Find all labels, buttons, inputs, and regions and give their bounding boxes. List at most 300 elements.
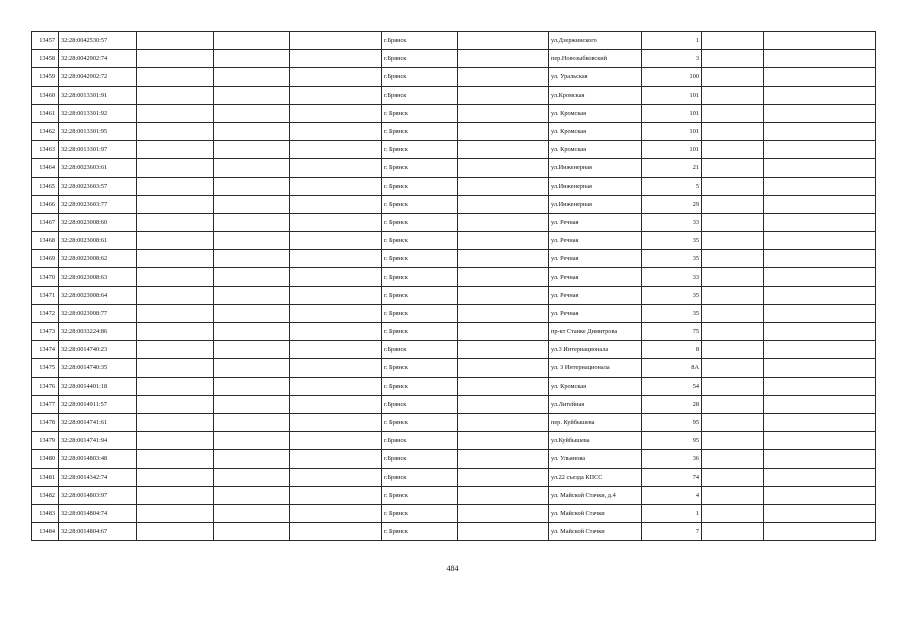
- empty-cell: [214, 286, 290, 304]
- empty-cell: [290, 86, 382, 104]
- empty-cell: [702, 232, 764, 250]
- record-number-cell: 13484: [32, 523, 59, 541]
- empty-cell: [458, 504, 549, 522]
- empty-cell: [214, 486, 290, 504]
- cadastral-number-cell: 32:28:0014803:97: [59, 486, 137, 504]
- empty-cell: [458, 486, 549, 504]
- empty-cell: [290, 486, 382, 504]
- empty-cell: [764, 468, 876, 486]
- table-row: [32, 523, 876, 541]
- table-row: [32, 323, 876, 341]
- empty-cell: [137, 286, 214, 304]
- cadastral-number-cell: 32:28:0013301:91: [59, 86, 137, 104]
- empty-cell: [702, 450, 764, 468]
- city-cell: г. Брянск: [382, 122, 458, 140]
- record-number-cell: 13457: [32, 32, 59, 50]
- empty-cell: [702, 523, 764, 541]
- record-number-cell: 13464: [32, 159, 59, 177]
- city-cell: г.Брянск: [382, 32, 458, 50]
- record-number-cell: 13459: [32, 68, 59, 86]
- city-cell: г. Брянск: [382, 232, 458, 250]
- city-cell: г. Брянск: [382, 213, 458, 231]
- record-number-cell: 13478: [32, 413, 59, 431]
- empty-cell: [702, 104, 764, 122]
- empty-cell: [290, 50, 382, 68]
- cadastral-number-cell: 32:28:0014740:35: [59, 359, 137, 377]
- empty-cell: [702, 122, 764, 140]
- empty-cell: [290, 177, 382, 195]
- record-number-cell: 13460: [32, 86, 59, 104]
- empty-cell: [702, 286, 764, 304]
- empty-cell: [214, 268, 290, 286]
- city-cell: г. Брянск: [382, 250, 458, 268]
- empty-cell: [290, 159, 382, 177]
- empty-cell: [290, 286, 382, 304]
- empty-cell: [214, 177, 290, 195]
- record-number-cell: 13481: [32, 468, 59, 486]
- empty-cell: [290, 432, 382, 450]
- empty-cell: [458, 177, 549, 195]
- empty-cell: [764, 377, 876, 395]
- empty-cell: [137, 141, 214, 159]
- empty-cell: [458, 450, 549, 468]
- street-cell: ул. Кромская: [549, 141, 642, 159]
- house-number-cell: 95: [642, 413, 702, 431]
- city-cell: г. Брянск: [382, 377, 458, 395]
- table-row: [32, 213, 876, 231]
- cadastral-number-cell: 32:28:0023603:61: [59, 159, 137, 177]
- table-row: [32, 486, 876, 504]
- record-number-cell: 13472: [32, 304, 59, 322]
- empty-cell: [290, 395, 382, 413]
- city-cell: г. Брянск: [382, 323, 458, 341]
- record-number-cell: 13477: [32, 395, 59, 413]
- empty-cell: [458, 523, 549, 541]
- empty-cell: [137, 268, 214, 286]
- cadastral-number-cell: 32:28:0013301:95: [59, 122, 137, 140]
- empty-cell: [214, 432, 290, 450]
- empty-cell: [137, 50, 214, 68]
- empty-cell: [290, 468, 382, 486]
- empty-cell: [214, 86, 290, 104]
- house-number-cell: 35: [642, 304, 702, 322]
- empty-cell: [290, 504, 382, 522]
- empty-cell: [702, 395, 764, 413]
- empty-cell: [764, 32, 876, 50]
- empty-cell: [290, 413, 382, 431]
- empty-cell: [702, 177, 764, 195]
- page-number: 484: [446, 564, 459, 573]
- record-number-cell: 13482: [32, 486, 59, 504]
- street-cell: ул. Майской Стачки: [549, 523, 642, 541]
- empty-cell: [458, 250, 549, 268]
- empty-cell: [137, 68, 214, 86]
- house-number-cell: 75: [642, 323, 702, 341]
- empty-cell: [214, 32, 290, 50]
- street-cell: ул. Кромская: [549, 122, 642, 140]
- street-cell: ул.Дзержинского: [549, 32, 642, 50]
- empty-cell: [764, 50, 876, 68]
- cadastral-number-cell: 32:28:0042530:57: [59, 32, 137, 50]
- empty-cell: [764, 213, 876, 231]
- empty-cell: [290, 341, 382, 359]
- table-row: [32, 286, 876, 304]
- street-cell: ул. Майской Стачки, д.4: [549, 486, 642, 504]
- table-row: [32, 50, 876, 68]
- empty-cell: [214, 50, 290, 68]
- table-row: [32, 468, 876, 486]
- empty-cell: [764, 450, 876, 468]
- city-cell: г. Брянск: [382, 504, 458, 522]
- city-cell: г.Брянск: [382, 450, 458, 468]
- empty-cell: [137, 413, 214, 431]
- record-number-cell: 13470: [32, 268, 59, 286]
- empty-cell: [214, 377, 290, 395]
- empty-cell: [214, 523, 290, 541]
- street-cell: ул. Речная: [549, 232, 642, 250]
- empty-cell: [764, 141, 876, 159]
- record-number-cell: 13475: [32, 359, 59, 377]
- empty-cell: [137, 450, 214, 468]
- empty-cell: [290, 377, 382, 395]
- empty-cell: [137, 250, 214, 268]
- empty-cell: [214, 250, 290, 268]
- empty-cell: [214, 195, 290, 213]
- empty-cell: [137, 177, 214, 195]
- empty-cell: [764, 232, 876, 250]
- table-row: [32, 86, 876, 104]
- house-number-cell: 54: [642, 377, 702, 395]
- record-number-cell: 13465: [32, 177, 59, 195]
- city-cell: г.Брянск: [382, 68, 458, 86]
- cadastral-number-cell: 32:28:0014803:48: [59, 450, 137, 468]
- empty-cell: [214, 232, 290, 250]
- empty-cell: [764, 413, 876, 431]
- empty-cell: [764, 486, 876, 504]
- record-number-cell: 13479: [32, 432, 59, 450]
- empty-cell: [458, 159, 549, 177]
- empty-cell: [764, 323, 876, 341]
- table-row: [32, 141, 876, 159]
- empty-cell: [214, 395, 290, 413]
- empty-cell: [290, 359, 382, 377]
- empty-cell: [137, 159, 214, 177]
- street-cell: ул. Кромская: [549, 377, 642, 395]
- record-number-cell: 13474: [32, 341, 59, 359]
- table-row: [32, 359, 876, 377]
- empty-cell: [290, 195, 382, 213]
- empty-cell: [137, 468, 214, 486]
- record-number-cell: 13476: [32, 377, 59, 395]
- empty-cell: [702, 268, 764, 286]
- house-number-cell: 1: [642, 504, 702, 522]
- empty-cell: [137, 122, 214, 140]
- empty-cell: [764, 504, 876, 522]
- house-number-cell: 33: [642, 268, 702, 286]
- house-number-cell: 8А: [642, 359, 702, 377]
- cadastral-number-cell: 32:28:0023008:62: [59, 250, 137, 268]
- empty-cell: [764, 268, 876, 286]
- empty-cell: [702, 432, 764, 450]
- empty-cell: [702, 377, 764, 395]
- empty-cell: [214, 504, 290, 522]
- empty-cell: [137, 486, 214, 504]
- empty-cell: [458, 268, 549, 286]
- empty-cell: [137, 232, 214, 250]
- record-number-cell: 13473: [32, 323, 59, 341]
- empty-cell: [458, 359, 549, 377]
- empty-cell: [764, 341, 876, 359]
- cadastral-number-cell: 32:28:0023603:57: [59, 177, 137, 195]
- empty-cell: [764, 159, 876, 177]
- empty-cell: [702, 141, 764, 159]
- empty-cell: [137, 504, 214, 522]
- registry-table-body: [32, 32, 876, 541]
- empty-cell: [458, 68, 549, 86]
- empty-cell: [702, 250, 764, 268]
- empty-cell: [214, 413, 290, 431]
- city-cell: г. Брянск: [382, 304, 458, 322]
- record-number-cell: 13469: [32, 250, 59, 268]
- cadastral-number-cell: 32:28:0013301:97: [59, 141, 137, 159]
- cadastral-number-cell: 32:28:0014401:18: [59, 377, 137, 395]
- cadastral-number-cell: 32:28:0014741:94: [59, 432, 137, 450]
- empty-cell: [214, 213, 290, 231]
- empty-cell: [290, 104, 382, 122]
- empty-cell: [137, 213, 214, 231]
- city-cell: г. Брянск: [382, 286, 458, 304]
- table-row: [32, 413, 876, 431]
- empty-cell: [764, 122, 876, 140]
- record-number-cell: 13483: [32, 504, 59, 522]
- empty-cell: [290, 68, 382, 86]
- empty-cell: [214, 341, 290, 359]
- empty-cell: [458, 232, 549, 250]
- table-row: [32, 195, 876, 213]
- cadastral-number-cell: 32:28:0042902:72: [59, 68, 137, 86]
- house-number-cell: 35: [642, 286, 702, 304]
- city-cell: г. Брянск: [382, 104, 458, 122]
- house-number-cell: 33: [642, 213, 702, 231]
- empty-cell: [214, 323, 290, 341]
- house-number-cell: 7: [642, 523, 702, 541]
- table-row: [32, 395, 876, 413]
- street-cell: ул.3 Интернационала: [549, 341, 642, 359]
- house-number-cell: 8: [642, 341, 702, 359]
- empty-cell: [290, 122, 382, 140]
- empty-cell: [764, 104, 876, 122]
- city-cell: г.Брянск: [382, 468, 458, 486]
- city-cell: г.Брянск: [382, 432, 458, 450]
- empty-cell: [137, 32, 214, 50]
- empty-cell: [290, 32, 382, 50]
- empty-cell: [214, 468, 290, 486]
- street-cell: ул. Речная: [549, 268, 642, 286]
- table-row: [32, 432, 876, 450]
- cadastral-number-cell: 32:28:0014804:74: [59, 504, 137, 522]
- cadastral-number-cell: 32:28:0023603:77: [59, 195, 137, 213]
- city-cell: г. Брянск: [382, 523, 458, 541]
- empty-cell: [764, 86, 876, 104]
- street-cell: пер. Куйбышева: [549, 413, 642, 431]
- city-cell: г. Брянск: [382, 268, 458, 286]
- empty-cell: [458, 468, 549, 486]
- empty-cell: [137, 195, 214, 213]
- city-cell: г.Брянск: [382, 395, 458, 413]
- house-number-cell: 28: [642, 395, 702, 413]
- record-number-cell: 13463: [32, 141, 59, 159]
- empty-cell: [137, 395, 214, 413]
- empty-cell: [290, 523, 382, 541]
- record-number-cell: 13466: [32, 195, 59, 213]
- empty-cell: [764, 432, 876, 450]
- cadastral-number-cell: 32:28:0014740:23: [59, 341, 137, 359]
- table-row: [32, 32, 876, 50]
- street-cell: ул. Уральская: [549, 68, 642, 86]
- street-cell: ул.Литейная: [549, 395, 642, 413]
- empty-cell: [764, 286, 876, 304]
- empty-cell: [290, 213, 382, 231]
- empty-cell: [702, 86, 764, 104]
- house-number-cell: 29: [642, 195, 702, 213]
- city-cell: г. Брянск: [382, 413, 458, 431]
- house-number-cell: 35: [642, 250, 702, 268]
- table-row: [32, 250, 876, 268]
- cadastral-number-cell: 32:28:0033224:86: [59, 323, 137, 341]
- empty-cell: [702, 359, 764, 377]
- table-row: [32, 232, 876, 250]
- street-cell: ул. Майской Стачки: [549, 504, 642, 522]
- street-cell: ул. Речная: [549, 213, 642, 231]
- empty-cell: [290, 141, 382, 159]
- table-row: [32, 159, 876, 177]
- empty-cell: [764, 359, 876, 377]
- house-number-cell: 95: [642, 432, 702, 450]
- record-number-cell: 13480: [32, 450, 59, 468]
- record-number-cell: 13462: [32, 122, 59, 140]
- cadastral-number-cell: 32:28:0014741:61: [59, 413, 137, 431]
- empty-cell: [764, 523, 876, 541]
- empty-cell: [214, 304, 290, 322]
- city-cell: г. Брянск: [382, 141, 458, 159]
- empty-cell: [458, 341, 549, 359]
- record-number-cell: 13467: [32, 213, 59, 231]
- empty-cell: [290, 450, 382, 468]
- city-cell: г. Брянск: [382, 177, 458, 195]
- empty-cell: [458, 50, 549, 68]
- empty-cell: [137, 523, 214, 541]
- table-row: [32, 268, 876, 286]
- cadastral-number-cell: 32:28:0014342:74: [59, 468, 137, 486]
- street-cell: ул. Кромская: [549, 104, 642, 122]
- empty-cell: [214, 122, 290, 140]
- empty-cell: [764, 68, 876, 86]
- table-row: [32, 68, 876, 86]
- house-number-cell: 100: [642, 68, 702, 86]
- empty-cell: [290, 268, 382, 286]
- empty-cell: [458, 413, 549, 431]
- empty-cell: [764, 177, 876, 195]
- empty-cell: [290, 323, 382, 341]
- empty-cell: [764, 195, 876, 213]
- city-cell: г. Брянск: [382, 195, 458, 213]
- city-cell: г.Брянск: [382, 86, 458, 104]
- street-cell: ул.Куйбышева: [549, 432, 642, 450]
- empty-cell: [764, 304, 876, 322]
- street-cell: ул. Речная: [549, 304, 642, 322]
- house-number-cell: 35: [642, 232, 702, 250]
- empty-cell: [137, 104, 214, 122]
- city-cell: г.Брянск: [382, 341, 458, 359]
- cadastral-number-cell: 32:28:0023008:61: [59, 232, 137, 250]
- street-cell: ул. 3 Интернационала: [549, 359, 642, 377]
- empty-cell: [458, 432, 549, 450]
- empty-cell: [458, 323, 549, 341]
- street-cell: ул.Кромская: [549, 86, 642, 104]
- empty-cell: [137, 377, 214, 395]
- registry-table: [31, 31, 876, 541]
- street-cell: ул. Речная: [549, 286, 642, 304]
- empty-cell: [702, 323, 764, 341]
- house-number-cell: 101: [642, 141, 702, 159]
- empty-cell: [137, 432, 214, 450]
- house-number-cell: 101: [642, 104, 702, 122]
- table-row: [32, 177, 876, 195]
- house-number-cell: 21: [642, 159, 702, 177]
- empty-cell: [458, 286, 549, 304]
- street-cell: ул.Инженерная: [549, 159, 642, 177]
- empty-cell: [290, 232, 382, 250]
- house-number-cell: 5: [642, 177, 702, 195]
- empty-cell: [137, 359, 214, 377]
- empty-cell: [702, 68, 764, 86]
- empty-cell: [290, 250, 382, 268]
- empty-cell: [137, 304, 214, 322]
- empty-cell: [702, 159, 764, 177]
- empty-cell: [702, 195, 764, 213]
- record-number-cell: 13471: [32, 286, 59, 304]
- city-cell: г. Брянск: [382, 359, 458, 377]
- empty-cell: [458, 195, 549, 213]
- table-row: [32, 122, 876, 140]
- table-row: [32, 450, 876, 468]
- empty-cell: [702, 486, 764, 504]
- empty-cell: [458, 32, 549, 50]
- empty-cell: [702, 341, 764, 359]
- house-number-cell: 36: [642, 450, 702, 468]
- empty-cell: [137, 323, 214, 341]
- record-number-cell: 13458: [32, 50, 59, 68]
- city-cell: г. Брянск: [382, 159, 458, 177]
- empty-cell: [458, 213, 549, 231]
- house-number-cell: 101: [642, 122, 702, 140]
- record-number-cell: 13461: [32, 104, 59, 122]
- empty-cell: [214, 68, 290, 86]
- house-number-cell: 4: [642, 486, 702, 504]
- empty-cell: [137, 86, 214, 104]
- street-cell: ул. Речная: [549, 250, 642, 268]
- empty-cell: [214, 141, 290, 159]
- empty-cell: [290, 304, 382, 322]
- cadastral-number-cell: 32:28:0023008:64: [59, 286, 137, 304]
- empty-cell: [214, 359, 290, 377]
- street-cell: пр-кт Станке Димитрова: [549, 323, 642, 341]
- cadastral-number-cell: 32:28:0023008:77: [59, 304, 137, 322]
- empty-cell: [214, 159, 290, 177]
- cadastral-number-cell: 32:28:0023008:60: [59, 213, 137, 231]
- street-cell: ул.Инженерная: [549, 195, 642, 213]
- table-row: [32, 504, 876, 522]
